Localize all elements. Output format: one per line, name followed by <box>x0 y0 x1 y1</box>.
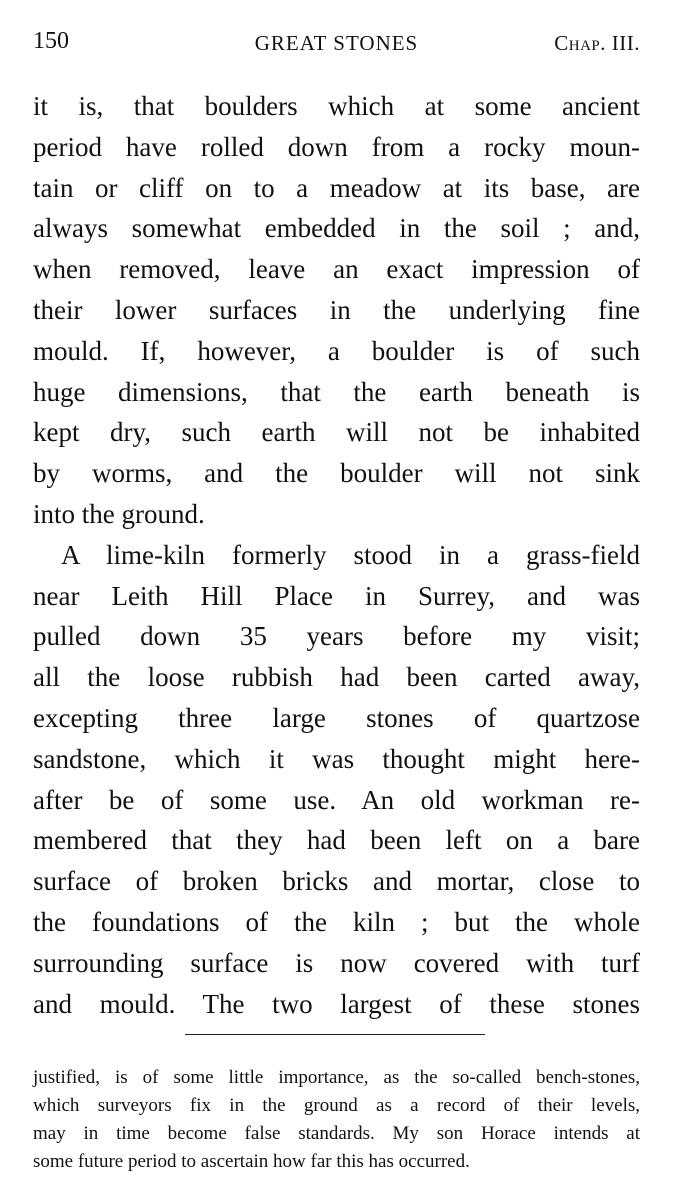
footnote-line: which surveyors fix in the ground as a record of their levels, <box>33 1095 640 1116</box>
text-line: it is, that boulders which at some ancient <box>33 91 640 121</box>
footnote-divider <box>185 1034 485 1035</box>
body-text <box>33 86 640 1024</box>
chapter-label: Chap. III. <box>554 31 640 55</box>
text-line: near Leith Hill Place in Surrey, and was <box>33 580 640 611</box>
running-title: GREAT STONES <box>254 31 419 55</box>
text-line: the foundations of the kiln ; but the whole <box>33 906 640 937</box>
footnote <box>33 1064 640 1176</box>
footnote-line: may in time become false standards. My son Horace intends at <box>33 1123 640 1144</box>
text-line: membered that they had been left on a bare <box>33 825 640 856</box>
text-line: huge dimensions, that the earth beneath is <box>33 376 640 407</box>
text-line: pulled down 35 years before my visit; <box>33 621 640 652</box>
text-line: period have rolled down from a rocky moun- <box>33 131 640 162</box>
text-line: their lower surfaces in the underlying fine <box>33 294 640 325</box>
text-line: excepting three large stones of quartzose <box>33 702 640 733</box>
paragraph-end-line: into the ground. <box>33 498 205 529</box>
text-line: tain or cliff on to a meadow at its base, are <box>33 172 640 203</box>
text-line: sandstone, which it was thought might here- <box>33 743 640 774</box>
paragraph-start-line: A lime-kiln formerly stood in a grass-field <box>61 539 640 570</box>
page-header <box>33 28 640 60</box>
text-line: all the loose rubbish had been carted away, <box>33 662 640 693</box>
footnote-line: justified, is of some little importance, as the so-called bench-stones, <box>33 1067 640 1088</box>
footnote-line: some future period to ascertain how far this has occurred. <box>33 1151 470 1172</box>
text-line: surface of broken bricks and mortar, close to <box>33 866 640 897</box>
text-line: when removed, leave an exact impression of <box>33 254 640 285</box>
text-line: surrounding surface is now covered with turf <box>33 947 640 978</box>
text-line: always somewhat embedded in the soil ; and, <box>33 213 640 244</box>
page-number: 150 <box>33 28 69 54</box>
text-line: and mould. The two largest of these stones <box>33 988 640 1019</box>
text-line: by worms, and the boulder will not sink <box>33 458 640 489</box>
text-line: mould. If, however, a boulder is of such <box>33 335 640 366</box>
text-line: kept dry, such earth will not be inhabited <box>33 417 640 448</box>
text-line: after be of some use. An old workman re- <box>33 784 640 815</box>
